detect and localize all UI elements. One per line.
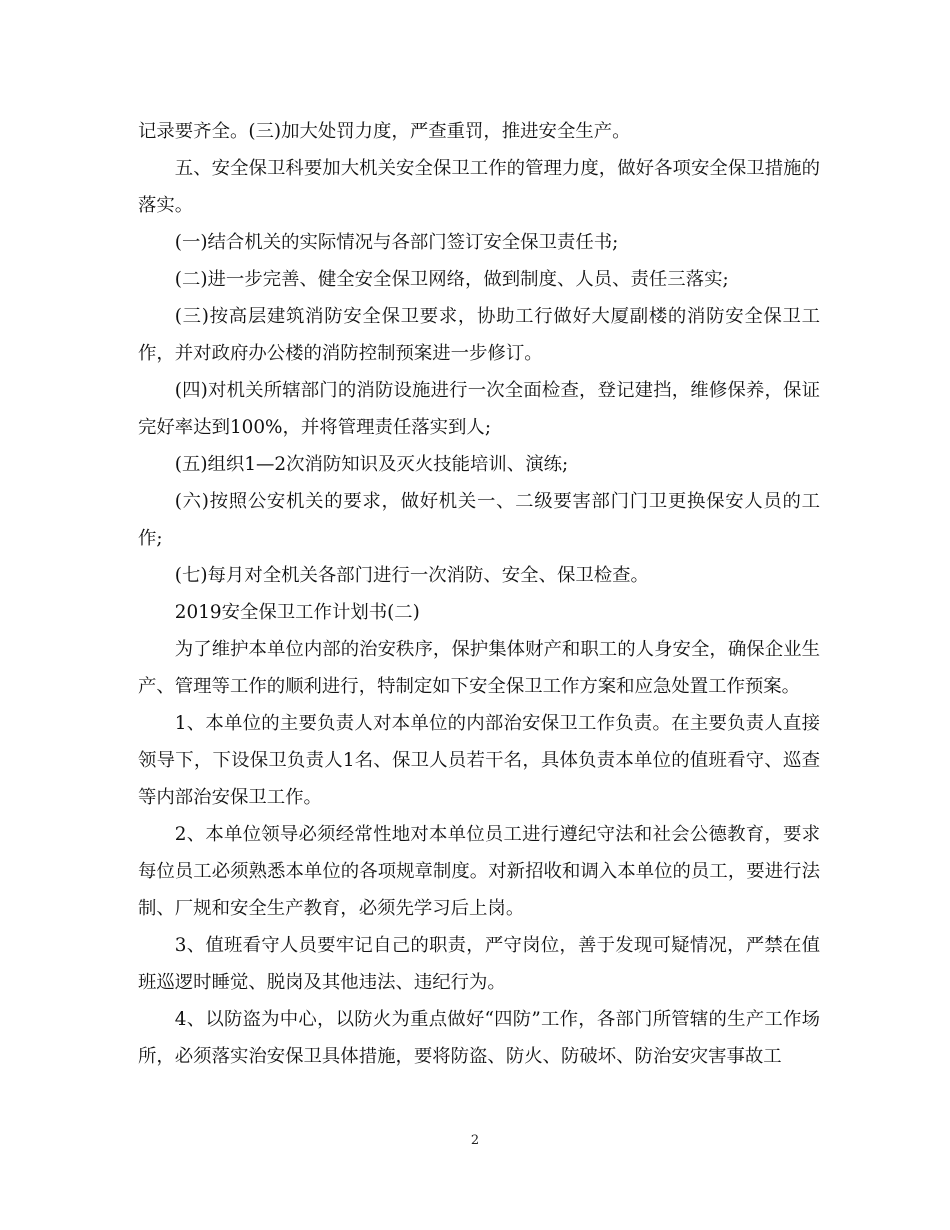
paragraph: (一)结合机关的实际情况与各部门签订安全保卫责任书;	[174, 232, 619, 253]
paragraph: (七)每月对全机关各部门进行一次消防、安全、保卫检查。	[174, 565, 649, 586]
paragraph: 为了维护本单位内部的治安秩序，保护集体财产和职工的人身安全，确保企业生产、管理等工作的顺利进行，特制定如下安全保卫工作方案和应急处置工作预案。	[138, 639, 820, 697]
paragraph: 五、安全保卫科要加大机关安全保卫工作的管理力度，做好各项安全保卫措施的落实。	[138, 158, 820, 216]
section-heading: 2019安全保卫工作计划书(二)	[174, 602, 420, 623]
paragraph: (四)对机关所辖部门的消防设施进行一次全面检查，登记建挡，维修保养，保证完好率达到100%，并将管理责任落实到人;	[138, 380, 820, 438]
paragraph: (三)按高层建筑消防安全保卫要求，协助工行做好大厦副楼的消防安全保卫工作，并对政府办公楼的消防控制预案进一步修订。	[138, 306, 820, 364]
paragraph: 2、本单位领导必须经常性地对本单位员工进行遵纪守法和社会公德教育，要求每位员工必须熟悉本单位的各项规章制度。对新招收和调入本单位的员工，要进行法制、厂规和安全生产教育，必须先学习后上岗。	[138, 824, 820, 919]
page-number: 2	[470, 1133, 480, 1148]
paragraph: 记录要齐全。(三)加大处罚力度，严查重罚，推进安全生产。	[138, 121, 631, 142]
paragraph: (六)按照公安机关的要求，做好机关一、二级要害部门门卫更换保安人员的工作;	[138, 491, 820, 549]
paragraph: (五)组织1—2次消防知识及灭火技能培训、演练;	[174, 454, 569, 475]
document-body	[138, 113, 820, 1075]
paragraph: 4、以防盗为中心，以防火为重点做好“四防”工作，各部门所管辖的生产工作场所，必须落实治安保卫具体措施，要将防盗、防火、防破坏、防治安灾害事故工	[138, 1009, 820, 1067]
paragraph: (二)进一步完善、健全安全保卫网络，做到制度、人员、责任三落实;	[174, 269, 729, 290]
paragraph: 1、本单位的主要负责人对本单位的内部治安保卫工作负责。在主要负责人直接领导下，下设保卫负责人1名、保卫人员若干名，具体负责本单位的值班看守、巡查等内部治安保卫工作。	[138, 713, 820, 808]
paragraph: 3、值班看守人员要牢记自己的职责，严守岗位，善于发现可疑情况，严禁在值班巡逻时睡觉、脱岗及其他违法、违纪行为。	[138, 935, 820, 993]
